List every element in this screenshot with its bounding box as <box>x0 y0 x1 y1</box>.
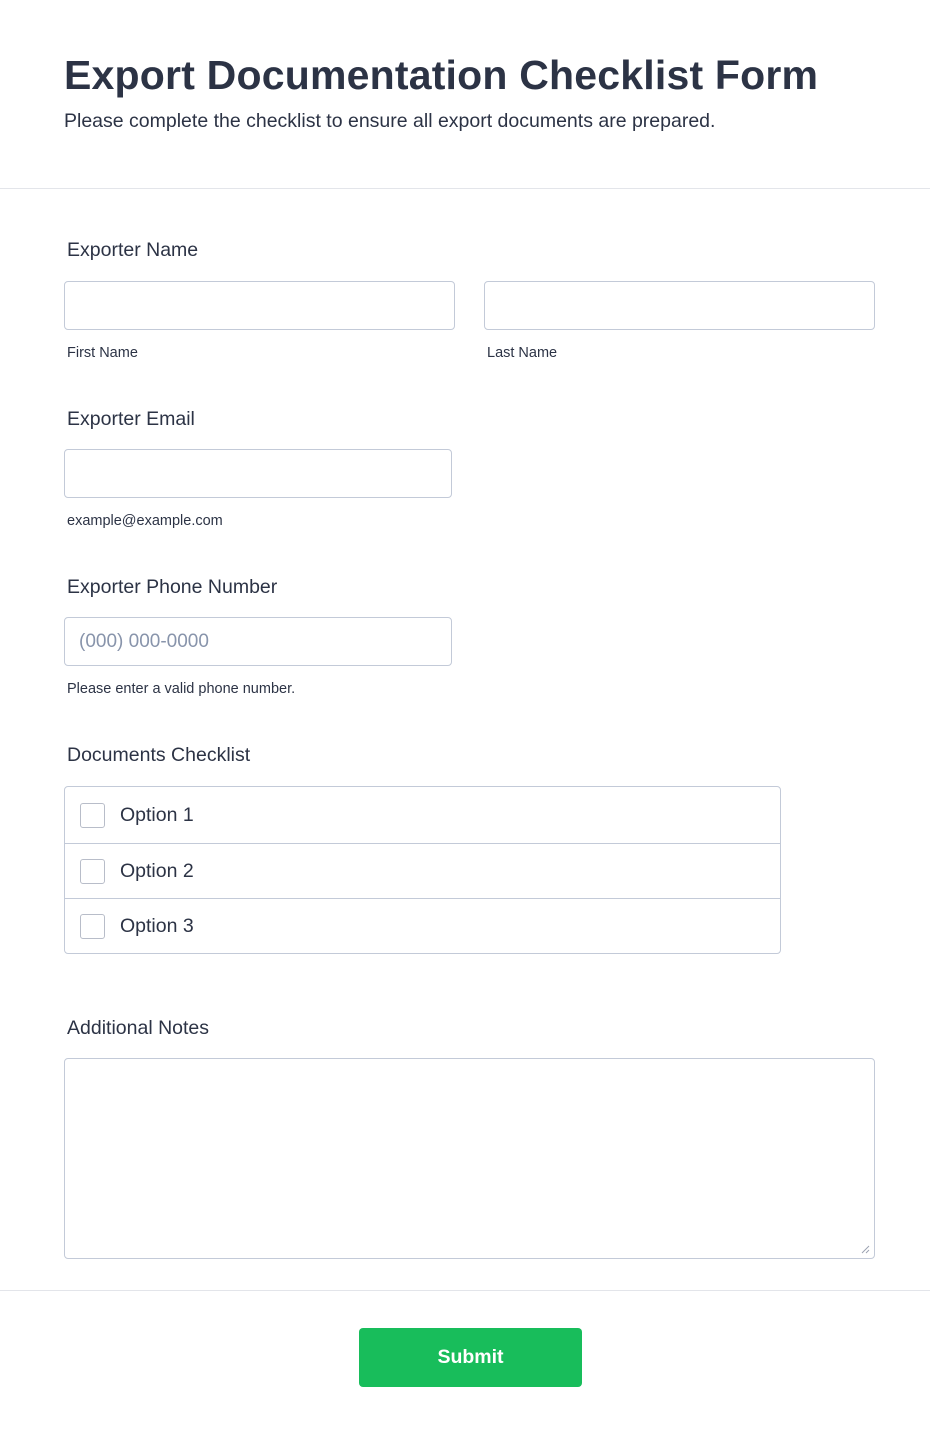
checkbox-option-2[interactable] <box>80 859 105 884</box>
form-header <box>0 0 930 189</box>
checkbox-option-3[interactable] <box>80 914 105 939</box>
additional-notes-label: Additional Notes <box>67 1017 210 1039</box>
phone-input[interactable] <box>64 617 452 666</box>
submit-button[interactable]: Submit <box>359 1328 582 1387</box>
phone-sublabel: Please enter a valid phone number. <box>67 681 296 697</box>
documents-checklist <box>64 786 781 954</box>
page-subtitle: Please complete the checklist to ensure all export documents are prepared. <box>64 110 716 132</box>
page-title: Export Documentation Checklist Form <box>64 52 819 98</box>
checklist-option-label[interactable]: Option 3 <box>120 915 194 937</box>
checklist-option-1[interactable] <box>65 787 780 843</box>
last-name-input[interactable] <box>484 281 875 330</box>
exporter-name-label: Exporter Name <box>67 239 199 261</box>
checklist-option-2[interactable] <box>65 843 780 899</box>
additional-notes-textarea[interactable] <box>64 1058 875 1259</box>
documents-checklist-label: Documents Checklist <box>67 744 251 766</box>
exporter-email-label: Exporter Email <box>67 408 195 430</box>
email-sublabel: example@example.com <box>67 513 223 529</box>
first-name-sublabel: First Name <box>67 345 138 361</box>
exporter-phone-label: Exporter Phone Number <box>67 576 278 598</box>
first-name-input[interactable] <box>64 281 455 330</box>
last-name-sublabel: Last Name <box>487 345 558 361</box>
email-input[interactable] <box>64 449 452 498</box>
checklist-option-label[interactable]: Option 2 <box>120 860 194 882</box>
footer-divider <box>0 1290 930 1291</box>
resize-grip-icon[interactable] <box>860 1244 870 1254</box>
checkbox-option-1[interactable] <box>80 803 105 828</box>
checklist-option-3[interactable] <box>65 898 780 954</box>
checklist-option-label[interactable]: Option 1 <box>120 803 194 826</box>
